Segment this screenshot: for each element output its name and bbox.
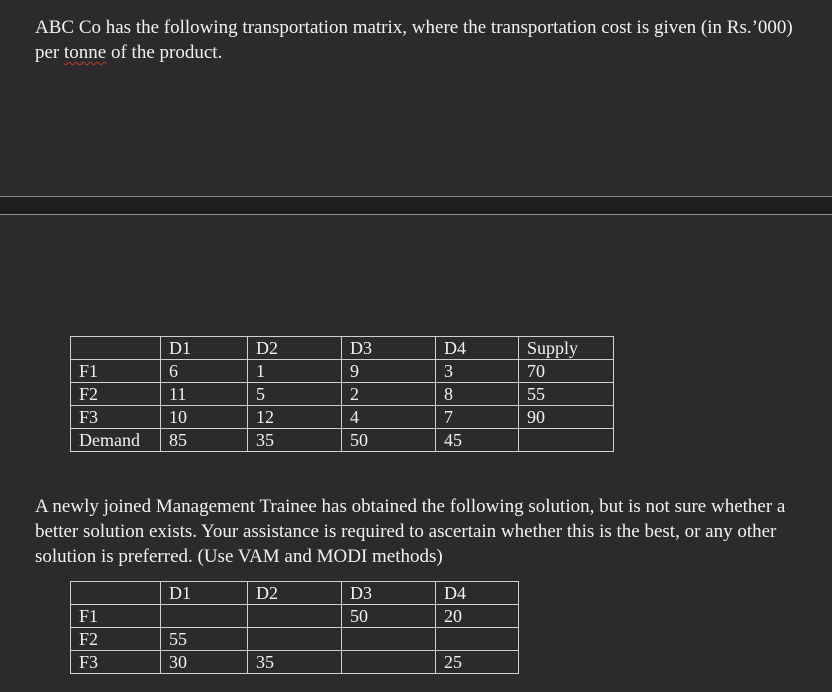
row-label-cell: F1 [71,605,161,628]
table-cell: 90 [519,406,614,429]
table-cell [248,628,342,651]
table-row [71,628,519,651]
spellcheck-word[interactable]: tonne [64,42,107,63]
row-label-cell: F3 [71,651,161,674]
table-cell: 45 [436,429,519,452]
table-cell: 1 [248,360,342,383]
table-cell [519,429,614,452]
row-label-cell: Demand [71,429,161,452]
header-cell: D1 [161,582,248,605]
table-cell [342,651,436,674]
table-row [71,383,614,406]
table-cell: 5 [248,383,342,406]
header-cell: D4 [436,337,519,360]
table-cell: 6 [161,360,248,383]
table-cell: 50 [342,429,436,452]
header-cell: Supply [519,337,614,360]
table-cell: 10 [161,406,248,429]
header-row [71,337,614,360]
table-cell: 7 [436,406,519,429]
separator-band [0,197,832,214]
solution-table [70,581,519,674]
table-cell: 4 [342,406,436,429]
question-paragraph: A newly joined Management Trainee has obtained the following solution, but is not sure whether a better solution exists. Your assistance is required to ascertain whether this is the best, or any other solution is preferred. (Use VAM and MODI methods) [35,496,786,567]
table-cell: 20 [436,605,519,628]
table-cell [342,628,436,651]
header-cell [71,337,161,360]
table-row [71,429,614,452]
row-label-cell: F2 [71,383,161,406]
table-cell [248,605,342,628]
header-cell: D2 [248,337,342,360]
header-cell: D3 [342,582,436,605]
table-cell: 9 [342,360,436,383]
header-cell: D4 [436,582,519,605]
divider-bottom [0,214,832,215]
table-row [71,406,614,429]
table-cell: 12 [248,406,342,429]
cost-table [70,336,614,452]
table-cell: 25 [436,651,519,674]
header-row [71,582,519,605]
table-row [71,360,614,383]
table-cell: 35 [248,651,342,674]
table-cell: 3 [436,360,519,383]
table-cell: 2 [342,383,436,406]
table-cell: 30 [161,651,248,674]
table-cell [161,605,248,628]
table-cell: 55 [519,383,614,406]
intro-text-after: of the product. [106,42,223,63]
intro-text-before: ABC Co has the following transportation matrix, where the transportation cost is given (in Rs.’000) per [35,17,793,63]
table-cell: 8 [436,383,519,406]
row-label-cell: F1 [71,360,161,383]
header-cell: D1 [161,337,248,360]
header-cell [71,582,161,605]
header-cell: D2 [248,582,342,605]
table-cell: 55 [161,628,248,651]
header-cell: D3 [342,337,436,360]
table-cell [436,628,519,651]
table-cell: 85 [161,429,248,452]
table-row [71,605,519,628]
table-cell: 11 [161,383,248,406]
table-cell: 50 [342,605,436,628]
row-label-cell: F3 [71,406,161,429]
table-cell: 70 [519,360,614,383]
table-cell: 35 [248,429,342,452]
table-row [71,651,519,674]
intro-paragraph [35,15,795,65]
row-label-cell: F2 [71,628,161,651]
